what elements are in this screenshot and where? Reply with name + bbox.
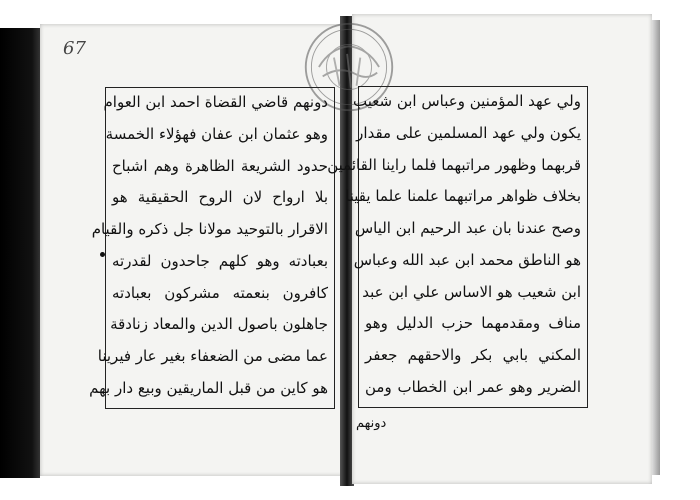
text-line: هو الناطق محمد ابن عبد الله وعباس	[353, 250, 581, 269]
text-line: يكون ولي عهد المسلمين على مقدار	[356, 123, 581, 142]
text-line: وهو عثمان ابن عفان فهؤلاء الخمسة	[105, 124, 328, 143]
text-line: هو كاين من قبل الماريقين وبيع دار بهم	[89, 378, 328, 397]
text-line: المكني بابي بكر والاحقهم جعفر	[365, 346, 581, 365]
text-line: بلا ارواح لان الروح الحقيقية هو	[112, 188, 328, 207]
text-line: الضرير وهو عمر ابن الخطاب ومن	[365, 377, 581, 396]
text-line: جاهلون باصول الدين والمعاد زنادقة	[110, 315, 328, 334]
text-line: الاقرار بالتوحيد مولانا جل ذكره والقيام	[91, 220, 328, 239]
catchword: دونهم	[356, 416, 387, 431]
folio-number: 67	[63, 38, 86, 59]
book-binding-edge	[0, 28, 40, 478]
text-line: بخلاف ظواهر مراتبهما علمنا علما يقينا	[345, 187, 581, 206]
text-line: مناف ومقدمهما حزب الدليل وهو	[365, 314, 581, 333]
text-line: كافرون بنعمته مشركون بعبادته	[112, 283, 328, 302]
text-line: حدود الشريعة الظاهرة وهم اشباح	[112, 156, 328, 175]
page-edge	[652, 20, 660, 475]
text-line: بعبادته وهو كلهم جاحدون لقدرته	[112, 251, 328, 270]
left-text-block	[89, 87, 335, 409]
text-line: وصح عندنا بان عبد الرحيم ابن الياس	[354, 219, 581, 238]
text-line: ولي عهد المؤمنين وعباس ابن شعيب	[353, 92, 581, 110]
text-line: قربهما وظهور مراتبهما فلما راينا القائمين	[327, 155, 581, 174]
text-line: ابن شعيب هو الاساس علي ابن عبد	[362, 282, 581, 301]
right-text-block	[327, 86, 588, 408]
text-line: عما مضى من الضعفاء بغير عار فيرينا	[97, 347, 328, 366]
text-line: دونهم قاضي القضاة احمد ابن العوام	[103, 93, 328, 111]
